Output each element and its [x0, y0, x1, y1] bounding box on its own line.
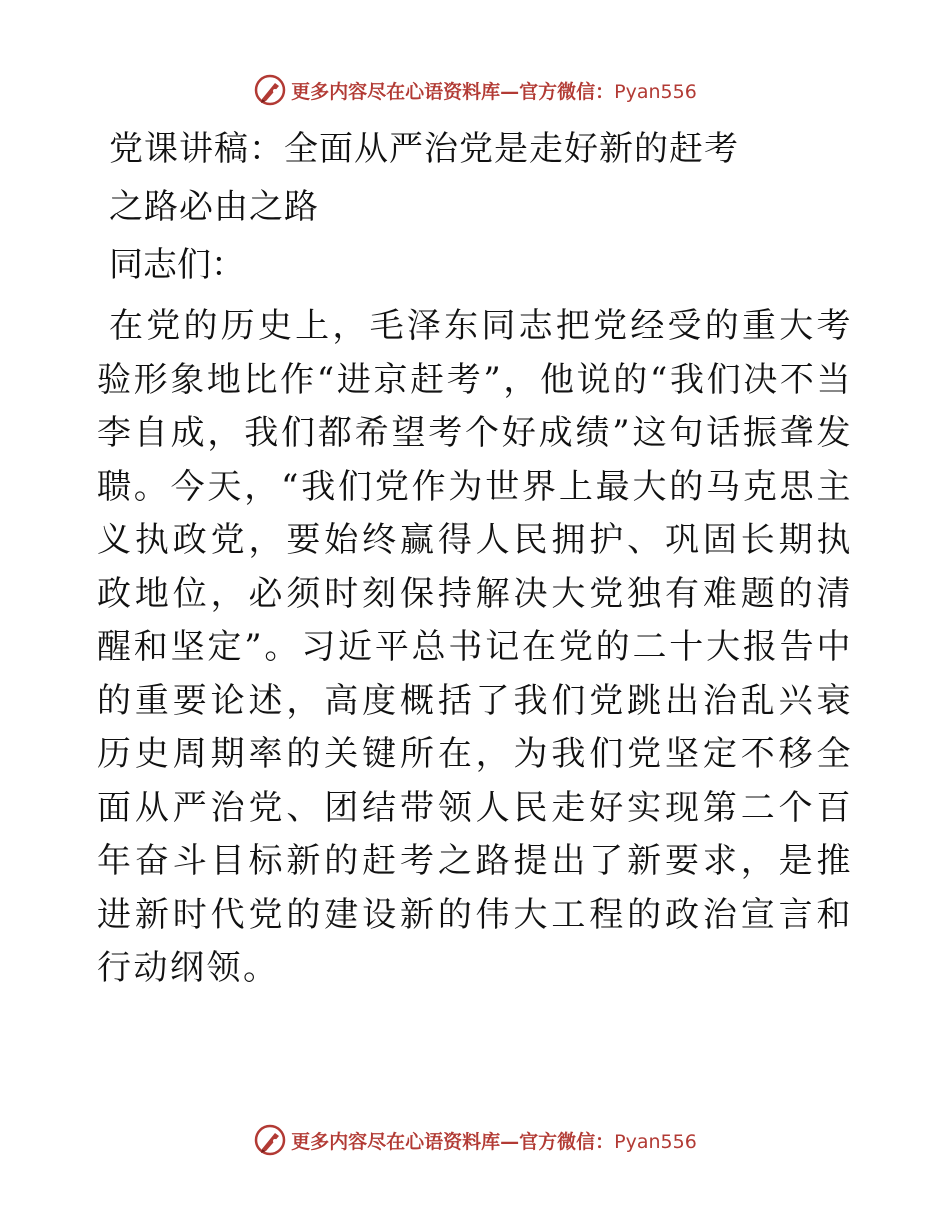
- watermark-text: [291, 1127, 697, 1154]
- pen-circle-logo-icon: [253, 1123, 287, 1157]
- header-watermark-banner: [0, 70, 950, 110]
- watermark-text-cn: 更多内容尽在心语资料库—官方微信：: [291, 80, 615, 103]
- pen-circle-logo-icon: [253, 73, 287, 107]
- watermark-text-cn: 更多内容尽在心语资料库—官方微信：: [291, 1130, 615, 1153]
- watermark-text: [291, 77, 697, 104]
- document-body: [97, 120, 853, 996]
- watermark-wechat-id: Pyan556: [614, 1130, 697, 1153]
- footer-watermark-banner: [0, 1120, 950, 1160]
- body-paragraph: 在党的历史上，毛泽东同志把党经受的重大考验形象地比作“进京赶考”，他说的“我们决不当李自成，我们都希望考个好成绩”这句话振聋发聩。今天，“我们党作为世界上最大的马克思主义执政党，要始终赢得人民拥护、巩固长期执政地位，必须时刻保持解决大党独有难题的清醒和坚定”。习近平总书记在党的二十大报告中的重要论述，高度概括了我们党跳出治乱兴衰历史周期率的关键所在，为我们党坚定不移全面从严治党、团结带领人民走好实现第二个百年奋斗目标新的赶考之路提出了新要求，是推进新时代党的建设新的伟大工程的政治宣言和行动纲领。: [97, 306, 853, 988]
- greeting: 同志们：: [109, 245, 245, 285]
- watermark-wechat-id: Pyan556: [614, 80, 697, 103]
- document-title-line-1: 党课讲稿：全面从严治党是走好新的赶考: [109, 129, 739, 169]
- document-title-line-2: 之路必由之路: [109, 187, 319, 227]
